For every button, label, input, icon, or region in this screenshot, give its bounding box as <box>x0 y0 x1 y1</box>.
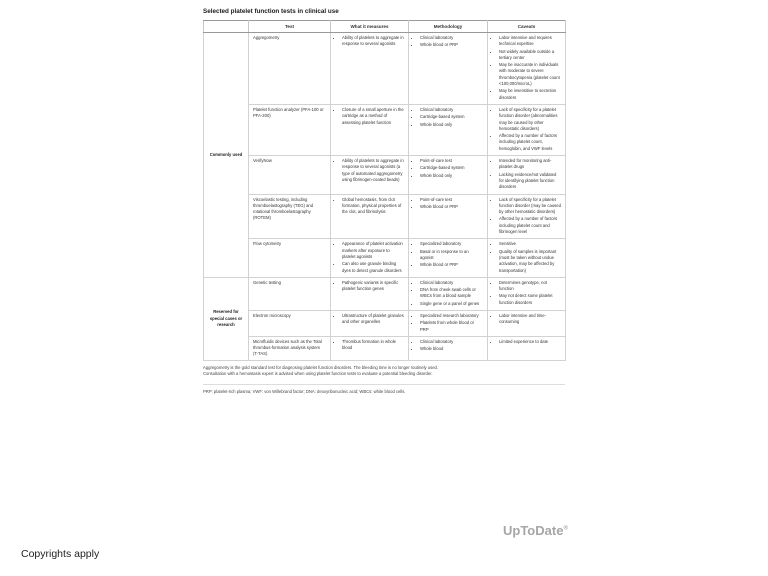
test-name-cell: Platelet function analyzer (PFA-100 or PFA-200) <box>249 104 331 155</box>
measures-list <box>335 197 404 216</box>
caveats-list <box>492 107 561 152</box>
caveats-item: • May be inaccurate in individuals with moderate to severe thrombocytopenia (platelet count <100,000/microL) <box>499 62 561 87</box>
table-row <box>204 33 566 105</box>
methodology-cell <box>409 277 488 310</box>
measures-item: • Pathogenic variants in specific platelet function genes <box>342 280 404 293</box>
caveats-list <box>492 241 561 273</box>
measures-item: • Can also use granule binding dyes to detect granule disorders <box>342 261 404 274</box>
measures-cell <box>331 336 409 360</box>
registered-mark: ® <box>563 525 568 532</box>
test-name-cell: Aggregometry <box>249 33 331 105</box>
test-name-cell: Electron microscopy <box>249 310 331 336</box>
methodology-item: • Specialized research laboratory <box>420 313 483 319</box>
methodology-item: • Whole blood or PRP <box>420 42 483 48</box>
document <box>203 8 565 394</box>
caveats-item: • May be insensitive to secretion disorders <box>499 88 561 101</box>
methodology-cell <box>409 239 488 277</box>
measures-item: • Ultrastructure of platelet granules and other organelles <box>342 313 404 326</box>
measures-list <box>335 280 404 293</box>
caveats-cell <box>488 156 566 194</box>
measures-cell <box>331 310 409 336</box>
measures-cell <box>331 194 409 239</box>
measures-list <box>335 107 404 126</box>
test-name-cell: Microfluidic devices such as the Total thrombus-formation analysis system (T-TAS) <box>249 336 331 360</box>
caveats-cell <box>488 277 566 310</box>
table-body <box>204 33 566 361</box>
caveats-item: • Labor intensive and time-consuming <box>499 313 561 326</box>
group-commonly-used: Commonly used <box>204 33 249 278</box>
caveats-item: • Affected by a number of factors including platelet count and fibrinogen level <box>499 216 561 235</box>
table-row <box>204 336 566 360</box>
methodology-item: • Clinical laboratory <box>420 35 483 41</box>
brand-name: UpToDate <box>503 523 564 538</box>
caveats-list <box>492 339 561 345</box>
caveats-item: • Limited experience to date <box>499 339 561 345</box>
header-methodology: Methodology <box>409 21 488 33</box>
methodology-list <box>413 197 483 211</box>
measures-item: • Global hemostasis, from clot formation, physical properties of the clot, and fibrinolysis <box>342 197 404 216</box>
header-test: Test <box>249 21 331 33</box>
caveats-cell <box>488 104 566 155</box>
methodology-item: • Platelets from whole blood or PRP <box>420 320 483 333</box>
methodology-item: • Whole blood or PRP <box>420 204 483 210</box>
caveats-cell <box>488 194 566 239</box>
methodology-item: • Clinical laboratory <box>420 339 483 345</box>
caveats-list <box>492 313 561 326</box>
caveats-list <box>492 35 561 101</box>
methodology-item: • DNA from cheek swab cells or WBCs from a blood sample <box>420 287 483 300</box>
caveats-cell <box>488 310 566 336</box>
methodology-list <box>413 107 483 128</box>
measures-list <box>335 241 404 273</box>
abbreviations: PRP: platelet-rich plasma; VWF: von Willebrand factor; DNA: deoxyribonucleic acid; WBCs: white blood cells. <box>203 389 406 395</box>
measures-cell <box>331 156 409 194</box>
footnote: Aggregometry is the gold standard test for diagnosing platelet function disorders. The bleeding time is no longer routinely used. <box>203 364 439 370</box>
measures-cell <box>331 277 409 310</box>
platelet-tests-table <box>203 20 566 361</box>
methodology-item: • Clinical laboratory <box>420 107 483 113</box>
table-row <box>204 239 566 277</box>
header-what-it-measures: What it measures <box>331 21 409 33</box>
uptodate-logo <box>503 523 568 538</box>
measures-item: • Appearance of platelet activation markers after exposure to platelet agonists <box>342 241 404 260</box>
test-name-cell: Viscoelastic testing, including thromboelastography (TEG) and rotational thromboelastography (ROTEM) <box>249 194 331 239</box>
methodology-cell <box>409 33 488 105</box>
footnote: Consultation with a hemostasis expert is advised when using platelet function tests to evaluate a potential bleeding disorder. <box>203 371 433 377</box>
caveats-item: • Lacking evidence/not validated for identifying platelet function disorders <box>499 172 561 191</box>
methodology-list <box>413 158 483 179</box>
methodology-cell <box>409 310 488 336</box>
methodology-item: • Whole blood only <box>420 122 483 128</box>
measures-cell <box>331 104 409 155</box>
copyright-notice: Copyrights apply <box>21 548 100 560</box>
caveats-cell <box>488 336 566 360</box>
methodology-cell <box>409 156 488 194</box>
methodology-cell <box>409 336 488 360</box>
measures-item: • Closure of a small aperture in the cartridge as a method of assessing platelet function <box>342 107 404 126</box>
table-row <box>204 194 566 239</box>
methodology-item: • Basal or in response to an agonist <box>420 249 483 262</box>
caveats-item: • Sensitive <box>499 241 561 247</box>
methodology-list <box>413 313 483 333</box>
methodology-item: • Point-of-care test <box>420 197 483 203</box>
caveats-item: • Affected by a number of factors including platelet count, hemoglobin, and VWF levels <box>499 133 561 152</box>
methodology-cell <box>409 104 488 155</box>
caveats-item: • Lack of specificity for a platelet function disorder (abnormalities may be caused by other hemostatic disorders) <box>499 107 561 132</box>
measures-item: • Ability of platelets to aggregate in response to several agonists <box>342 35 404 48</box>
caveats-cell <box>488 239 566 277</box>
methodology-item: • Point-of-care test <box>420 158 483 164</box>
footnotes <box>203 365 565 378</box>
test-name-cell: Genetic testing <box>249 277 331 310</box>
methodology-item: • Cartridge-based system <box>420 114 483 120</box>
methodology-cell <box>409 194 488 239</box>
methodology-list <box>413 280 483 307</box>
methodology-item: • Whole blood or PRP <box>420 262 483 268</box>
methodology-item: • Clinical laboratory <box>420 280 483 286</box>
test-name-cell: VerifyNow <box>249 156 331 194</box>
group-reserved: Reserved for special cases or research <box>204 277 249 360</box>
measures-cell <box>331 33 409 105</box>
header-caveats: Caveats <box>488 21 566 33</box>
header-group <box>204 21 249 33</box>
caveats-item: • Intended for monitoring anti-platelet drugs <box>499 158 561 171</box>
caveats-item: • Lack of specificity for a platelet function disorder (may be caused by other hemostatic disorders) <box>499 197 561 216</box>
header-row <box>204 21 566 33</box>
methodology-item: • Cartridge-based system <box>420 165 483 171</box>
methodology-list <box>413 339 483 353</box>
methodology-item: • Whole blood <box>420 346 483 352</box>
measures-list <box>335 158 404 183</box>
caveats-cell <box>488 33 566 105</box>
methodology-item: • Whole blood only <box>420 173 483 179</box>
caveats-item: • Quality of samples is important (must be taken without undue activation, may be affected by transportation) <box>499 249 561 274</box>
caveats-item: • Labor intensive and requires technical expertise <box>499 35 561 48</box>
table-row <box>204 156 566 194</box>
methodology-item: • Specialized laboratory <box>420 241 483 247</box>
test-name-cell: Flow cytometry <box>249 239 331 277</box>
methodology-list <box>413 35 483 49</box>
table-row <box>204 277 566 310</box>
caveats-list <box>492 280 561 306</box>
methodology-list <box>413 241 483 268</box>
methodology-item: • Single gene or a panel of genes <box>420 301 483 307</box>
caveats-list <box>492 158 561 190</box>
table-title: Selected platelet function tests in clinical use <box>203 8 339 15</box>
caveats-list <box>492 197 561 236</box>
measures-list <box>335 35 404 48</box>
table-row <box>204 310 566 336</box>
divider <box>203 384 565 385</box>
measures-cell <box>331 239 409 277</box>
caveats-item: • Determines genotype, not function <box>499 280 561 293</box>
caveats-item: • Not widely available outside a tertiary center <box>499 49 561 62</box>
measures-list <box>335 339 404 352</box>
table-row <box>204 104 566 155</box>
caveats-item: • May not detect some platelet function disorders <box>499 293 561 306</box>
measures-list <box>335 313 404 326</box>
measures-item: • Thrombus formation in whole blood <box>342 339 404 352</box>
measures-item: • Ability of platelets to aggregate in response to several agonists (a type of automated aggregometry using fibrinogen-coated beads) <box>342 158 404 183</box>
